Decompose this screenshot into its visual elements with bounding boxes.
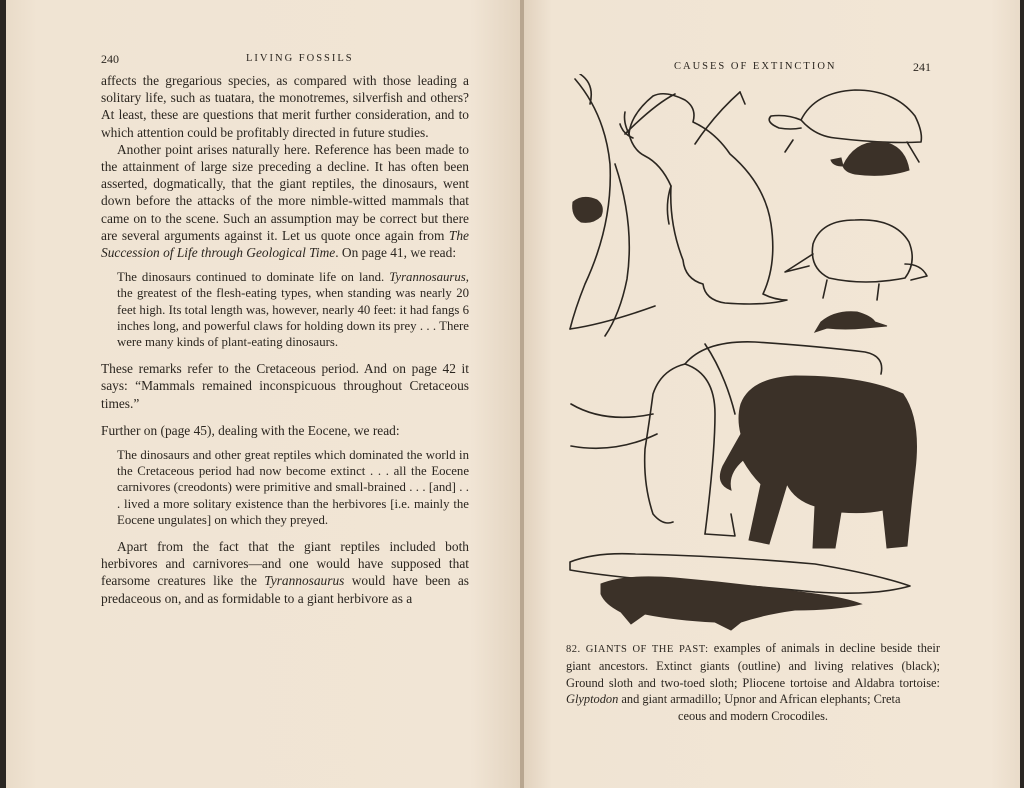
book-title: The Succession of Life through Geological Time xyxy=(101,227,469,261)
paragraph: Further on (page 45), dealing with the Eocene, we read: xyxy=(101,422,400,438)
caption-last-line: ceous and modern Crocodiles. xyxy=(677,708,829,723)
left-page-body xyxy=(101,72,469,607)
block-quote: The dinosaurs and other great reptiles which dominated the world in the Cretaceous period had now become extinct . . . all the Eocene carnivores (creodonts) were primitive and small-brained . . . [and] . . . lived a more solitary existence than the herbivores [i.e. mainly the Eocene ungulates] on which they preyed. xyxy=(117,448,469,527)
page-number-left: 240 xyxy=(101,52,119,66)
running-head-right: CAUSES OF EXTINCTION xyxy=(674,61,837,72)
modern-crocodile-silhouette xyxy=(601,577,861,630)
page-number-right: 241 xyxy=(913,60,931,74)
glyptodon-outline xyxy=(785,220,927,300)
figure-number: 82. GIANTS OF THE PAST: xyxy=(566,644,709,655)
two-toed-sloth-silhouette xyxy=(573,197,603,222)
aldabra-tortoise-silhouette xyxy=(831,142,909,175)
running-head-left: LIVING FOSSILS xyxy=(246,53,354,64)
african-elephant-silhouette xyxy=(720,376,916,548)
paragraph-text: . On page 41, we read: xyxy=(335,245,457,261)
genus-name: Tyrannosaurus xyxy=(389,270,466,285)
genus-name: Tyrannosaurus xyxy=(264,573,345,589)
giant-armadillo-silhouette xyxy=(815,312,887,332)
block-quote: The dinosaurs continued to dominate life on land. Tyrannosaurus, the greatest of the flesh-eating types, when standing was nearly 20 feet high. Its total length was, however, nearly 40 feet: it had fangs 6 inches long, and powerful claws for holding down its prey . . . There were many kinds of plant-eating dinosaurs. xyxy=(117,270,469,350)
paragraph: affects the gregarious species, as compared with those leading a solitary life, such as tuatara, the monotremes, silverfish and others? At least, these are questions that merit further consideration, and to which attention could be profitably directed in future studies. xyxy=(101,73,469,140)
giants-illustration xyxy=(565,74,945,639)
ground-sloth-outline xyxy=(620,94,787,304)
figure-caption: 82. GIANTS OF THE PAST: examples of animals in decline beside their giant ancestors. Extinct giants (outline) and living relatives (black); Ground sloth and two-toed sloth; Pliocene tortoise and Aldabra tortoise: Glyptodon and giant armadillo; Upnor and African elephants; Creta ceous and modern Crocodiles. xyxy=(566,641,940,723)
paragraph: Apart from the fact that the giant reptiles included both herbivores and carnivores—and one would have supposed that fearsome creatures like the Tyrannosaurus would have been as predaceous on, and as formidable to a giant herbivore as a xyxy=(101,539,469,606)
book-gutter xyxy=(520,0,524,788)
paragraph: These remarks refer to the Cretaceous period. And on page 42 it says: “Mammals remained inconspicuous throughout Cretaceous times.” xyxy=(101,361,469,411)
paragraph xyxy=(101,141,469,261)
genus-name: Glyptodon xyxy=(566,692,619,707)
paragraph-text: Another point arises naturally here. Reference has been made to the attainment of large size preceding a decline. It has often been asserted, dogmatically, that the giant reptiles, the dinosaurs, went down before the attacks of the more nimble-witted mammals that came on to the scene. Such an assumption may be correct but there are several arguments against it. Let us quote once again from xyxy=(101,141,469,243)
